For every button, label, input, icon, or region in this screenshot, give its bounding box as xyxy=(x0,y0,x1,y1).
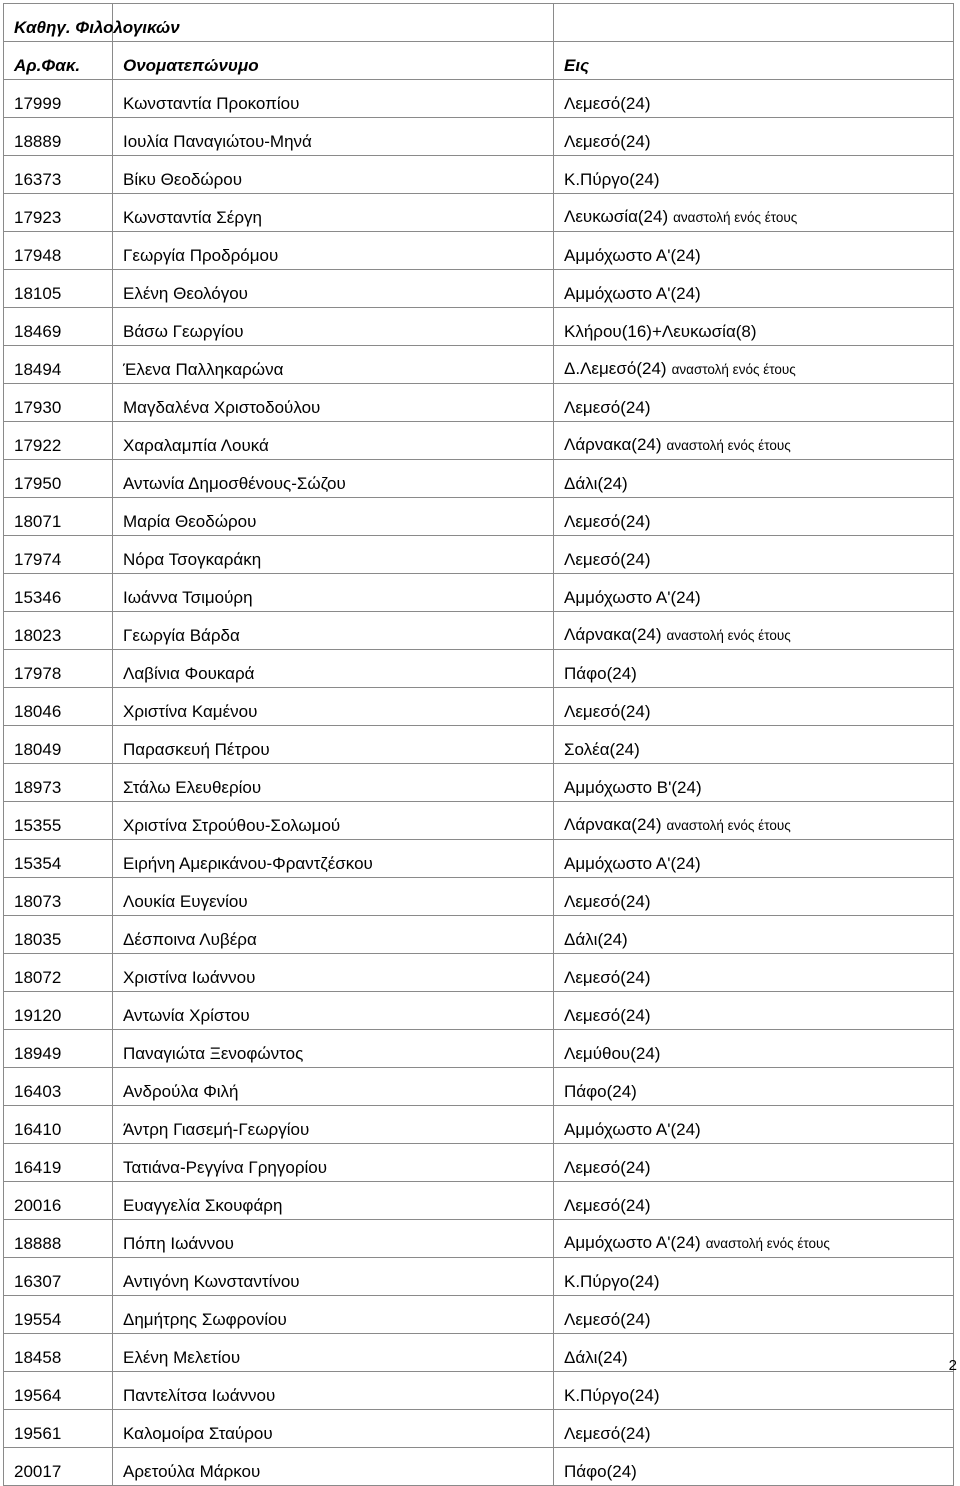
file-number-cell: 18023 xyxy=(4,612,113,650)
file-number-cell: 17948 xyxy=(4,232,113,270)
destination-cell xyxy=(554,270,954,308)
destination-cell xyxy=(554,1372,954,1410)
destination-text: Λεμεσό(24) xyxy=(564,550,651,569)
destination-cell xyxy=(554,992,954,1030)
file-number-cell: 15346 xyxy=(4,574,113,612)
full-name-cell: Ειρήνη Αμερικάνου-Φραντζέσκου xyxy=(113,840,554,878)
file-number-cell: 16373 xyxy=(4,156,113,194)
full-name-cell: Ευαγγελία Σκουφάρη xyxy=(113,1182,554,1220)
file-number-cell: 17922 xyxy=(4,422,113,460)
table-row xyxy=(4,118,954,156)
file-number-cell: 18888 xyxy=(4,1220,113,1258)
destination-cell xyxy=(554,764,954,802)
destination-text: Λάρνακα(24) xyxy=(564,815,662,834)
full-name-cell: Αντωνία Χρίστου xyxy=(113,992,554,1030)
destination-text: Δάλι(24) xyxy=(564,1348,628,1367)
full-name-cell: Γεωργία Προδρόμου xyxy=(113,232,554,270)
destination-text: Λεμεσό(24) xyxy=(564,512,651,531)
table-row xyxy=(4,916,954,954)
table-row xyxy=(4,726,954,764)
suspension-note: αναστολή ενός έτους xyxy=(666,628,791,643)
table-row xyxy=(4,1220,954,1258)
table-row xyxy=(4,1258,954,1296)
table-row xyxy=(4,802,954,840)
file-number-cell: 18049 xyxy=(4,726,113,764)
full-name-cell: Χριστίνα Ιωάννου xyxy=(113,954,554,992)
file-number-cell: 17950 xyxy=(4,460,113,498)
table-row xyxy=(4,80,954,118)
header-row xyxy=(4,42,954,80)
table-row xyxy=(4,536,954,574)
table-row xyxy=(4,840,954,878)
file-number-cell: 18889 xyxy=(4,118,113,156)
destination-cell xyxy=(554,460,954,498)
full-name-cell: Παντελίτσα Ιωάννου xyxy=(113,1372,554,1410)
destination-cell xyxy=(554,498,954,536)
full-name-cell: Ελένη Θεολόγου xyxy=(113,270,554,308)
suspension-note: αναστολή ενός έτους xyxy=(671,362,796,377)
destination-text: Κ.Πύργο(24) xyxy=(564,1272,660,1291)
full-name-cell: Λουκία Ευγενίου xyxy=(113,878,554,916)
destination-cell xyxy=(554,688,954,726)
file-number-cell: 17923 xyxy=(4,194,113,232)
destination-text: Δ.Λεμεσό(24) xyxy=(564,359,667,378)
destination-text: Σολέα(24) xyxy=(564,740,640,759)
table-row xyxy=(4,954,954,992)
destination-cell xyxy=(554,536,954,574)
destination-text: Λάρνακα(24) xyxy=(564,435,662,454)
full-name-cell: Κωνσταντία Σέργη xyxy=(113,194,554,232)
destination-cell xyxy=(554,346,954,384)
destination-cell xyxy=(554,194,954,232)
table-row xyxy=(4,1144,954,1182)
table-title: Καθηγ. Φιλολογικών xyxy=(4,4,113,42)
table-row xyxy=(4,498,954,536)
file-number-cell: 20017 xyxy=(4,1448,113,1486)
destination-text: Κλήρου(16)+Λευκωσία(8) xyxy=(564,322,757,341)
table-row xyxy=(4,688,954,726)
full-name-cell: Ιουλία Παναγιώτου-Μηνά xyxy=(113,118,554,156)
destination-cell xyxy=(554,1448,954,1486)
table-row xyxy=(4,384,954,422)
file-number-cell: 17974 xyxy=(4,536,113,574)
table-row xyxy=(4,574,954,612)
destination-cell xyxy=(554,840,954,878)
destination-text: Λεμεσό(24) xyxy=(564,1310,651,1329)
document-page xyxy=(3,3,954,1486)
full-name-cell: Τατιάνα-Ρεγγίνα Γρηγορίου xyxy=(113,1144,554,1182)
destination-cell xyxy=(554,612,954,650)
full-name-cell: Παναγιώτα Ξενοφώντος xyxy=(113,1030,554,1068)
destination-text: Λεμεσό(24) xyxy=(564,1196,651,1215)
destination-cell xyxy=(554,232,954,270)
table-row xyxy=(4,1182,954,1220)
table-row xyxy=(4,1068,954,1106)
file-number-cell: 18973 xyxy=(4,764,113,802)
full-name-cell: Πόπη Ιωάννου xyxy=(113,1220,554,1258)
file-number-cell: 17999 xyxy=(4,80,113,118)
full-name-cell: Ελένη Μελετίου xyxy=(113,1334,554,1372)
destination-text: Πάφο(24) xyxy=(564,1462,637,1481)
file-number-cell: 16410 xyxy=(4,1106,113,1144)
suspension-note: αναστολή ενός έτους xyxy=(666,438,791,453)
destination-text: Λεμεσό(24) xyxy=(564,892,651,911)
full-name-cell: Άντρη Γιασεμή-Γεωργίου xyxy=(113,1106,554,1144)
destination-text: Αμμόχωστο Α'(24) xyxy=(564,1233,701,1252)
full-name-cell: Ιωάννα Τσιμούρη xyxy=(113,574,554,612)
destination-cell xyxy=(554,308,954,346)
full-name-cell: Μαρία Θεοδώρου xyxy=(113,498,554,536)
full-name-cell: Αρετούλα Μάρκου xyxy=(113,1448,554,1486)
destination-cell xyxy=(554,156,954,194)
table-row xyxy=(4,878,954,916)
full-name-cell: Καλομοίρα Σταύρου xyxy=(113,1410,554,1448)
full-name-cell: Λαβίνια Φουκαρά xyxy=(113,650,554,688)
destination-text: Λεμεσό(24) xyxy=(564,1424,651,1443)
destination-text: Λεμεσό(24) xyxy=(564,94,651,113)
full-name-cell: Νόρα Τσογκαράκη xyxy=(113,536,554,574)
destination-text: Αμμόχωστο Α'(24) xyxy=(564,588,701,607)
destination-cell xyxy=(554,1410,954,1448)
file-number-cell: 16307 xyxy=(4,1258,113,1296)
file-number-cell: 19564 xyxy=(4,1372,113,1410)
destination-text: Αμμόχωστο Α'(24) xyxy=(564,1120,701,1139)
destination-text: Λάρνακα(24) xyxy=(564,625,662,644)
destination-cell xyxy=(554,574,954,612)
destination-cell xyxy=(554,1334,954,1372)
full-name-cell: Μαγδαλένα Χριστοδούλου xyxy=(113,384,554,422)
full-name-cell: Στάλω Ελευθερίου xyxy=(113,764,554,802)
file-number-cell: 18035 xyxy=(4,916,113,954)
destination-cell xyxy=(554,118,954,156)
table-row xyxy=(4,1410,954,1448)
destination-cell xyxy=(554,384,954,422)
table-row xyxy=(4,194,954,232)
full-name-cell: Δημήτρης Σωφρονίου xyxy=(113,1296,554,1334)
table-row xyxy=(4,460,954,498)
file-number-cell: 18046 xyxy=(4,688,113,726)
header-full-name: Ονοματεπώνυμο xyxy=(113,42,554,80)
destination-cell xyxy=(554,1182,954,1220)
table-row xyxy=(4,1448,954,1486)
destination-cell xyxy=(554,1106,954,1144)
full-name-cell: Έλενα Παλληκαρώνα xyxy=(113,346,554,384)
file-number-cell: 16403 xyxy=(4,1068,113,1106)
destination-cell xyxy=(554,726,954,764)
destination-text: Αμμόχωστο Β'(24) xyxy=(564,778,702,797)
destination-cell xyxy=(554,802,954,840)
table-row xyxy=(4,1334,954,1372)
file-number-cell: 18073 xyxy=(4,878,113,916)
table-row xyxy=(4,650,954,688)
file-number-cell: 15354 xyxy=(4,840,113,878)
table-row xyxy=(4,346,954,384)
header-file-number: Αρ.Φακ. xyxy=(4,42,113,80)
file-number-cell: 18494 xyxy=(4,346,113,384)
file-number-cell: 19561 xyxy=(4,1410,113,1448)
full-name-cell: Κωνσταντία Προκοπίου xyxy=(113,80,554,118)
destination-cell xyxy=(554,1296,954,1334)
suspension-note: αναστολή ενός έτους xyxy=(705,1236,830,1251)
file-number-cell: 17978 xyxy=(4,650,113,688)
destination-text: Λεμεσό(24) xyxy=(564,968,651,987)
file-number-cell: 18949 xyxy=(4,1030,113,1068)
full-name-cell: Χριστίνα Στρούθου-Σολωμού xyxy=(113,802,554,840)
destination-text: Κ.Πύργο(24) xyxy=(564,1386,660,1405)
table-row xyxy=(4,1372,954,1410)
title-spacer xyxy=(554,4,954,42)
full-name-cell: Γεωργία Βάρδα xyxy=(113,612,554,650)
destination-text: Δάλι(24) xyxy=(564,930,628,949)
file-number-cell: 16419 xyxy=(4,1144,113,1182)
table-row xyxy=(4,612,954,650)
destination-cell xyxy=(554,1220,954,1258)
destination-text: Λεμεσό(24) xyxy=(564,1158,651,1177)
full-name-cell: Βάσω Γεωργίου xyxy=(113,308,554,346)
destination-text: Αμμόχωστο Α'(24) xyxy=(564,246,701,265)
destination-text: Κ.Πύργο(24) xyxy=(564,170,660,189)
destination-text: Αμμόχωστο Α'(24) xyxy=(564,284,701,303)
table-row xyxy=(4,156,954,194)
table-row xyxy=(4,270,954,308)
table-row xyxy=(4,1296,954,1334)
destination-cell xyxy=(554,422,954,460)
full-name-cell: Βίκυ Θεοδώρου xyxy=(113,156,554,194)
suspension-note: αναστολή ενός έτους xyxy=(673,210,798,225)
destination-cell xyxy=(554,1144,954,1182)
table-row xyxy=(4,1106,954,1144)
file-number-cell: 18469 xyxy=(4,308,113,346)
destination-text: Δάλι(24) xyxy=(564,474,628,493)
full-name-cell: Δέσποινα Λυβέρα xyxy=(113,916,554,954)
file-number-cell: 17930 xyxy=(4,384,113,422)
file-number-cell: 15355 xyxy=(4,802,113,840)
table-row xyxy=(4,1030,954,1068)
destination-cell xyxy=(554,80,954,118)
destination-text: Πάφο(24) xyxy=(564,1082,637,1101)
full-name-cell: Αντιγόνη Κωνσταντίνου xyxy=(113,1258,554,1296)
full-name-cell: Παρασκευή Πέτρου xyxy=(113,726,554,764)
destination-cell xyxy=(554,1068,954,1106)
destination-text: Λεμύθου(24) xyxy=(564,1044,661,1063)
page-number: 2 xyxy=(948,1357,957,1374)
table-row xyxy=(4,422,954,460)
destination-cell xyxy=(554,650,954,688)
destination-cell xyxy=(554,1030,954,1068)
full-name-cell: Χαραλαμπία Λουκά xyxy=(113,422,554,460)
file-number-cell: 20016 xyxy=(4,1182,113,1220)
full-name-cell: Χριστίνα Καμένου xyxy=(113,688,554,726)
destination-text: Λεμεσό(24) xyxy=(564,702,651,721)
file-number-cell: 18072 xyxy=(4,954,113,992)
file-number-cell: 18458 xyxy=(4,1334,113,1372)
destination-cell xyxy=(554,916,954,954)
full-name-cell: Ανδρούλα Φιλή xyxy=(113,1068,554,1106)
title-row xyxy=(4,4,954,42)
destination-text: Λεμεσό(24) xyxy=(564,132,651,151)
table-row xyxy=(4,308,954,346)
full-name-cell: Αντωνία Δημοσθένους-Σώζου xyxy=(113,460,554,498)
destination-text: Λεμεσό(24) xyxy=(564,398,651,417)
suspension-note: αναστολή ενός έτους xyxy=(666,818,791,833)
file-number-cell: 19120 xyxy=(4,992,113,1030)
destination-cell xyxy=(554,878,954,916)
destination-text: Λευκωσία(24) xyxy=(564,207,669,226)
destination-text: Πάφο(24) xyxy=(564,664,637,683)
table-row xyxy=(4,764,954,802)
transfer-table xyxy=(3,3,954,1486)
destination-cell xyxy=(554,1258,954,1296)
header-destination: Εις xyxy=(554,42,954,80)
file-number-cell: 18105 xyxy=(4,270,113,308)
table-row xyxy=(4,232,954,270)
table-row xyxy=(4,992,954,1030)
file-number-cell: 18071 xyxy=(4,498,113,536)
destination-cell xyxy=(554,954,954,992)
destination-text: Λεμεσό(24) xyxy=(564,1006,651,1025)
destination-text: Αμμόχωστο Α'(24) xyxy=(564,854,701,873)
file-number-cell: 19554 xyxy=(4,1296,113,1334)
